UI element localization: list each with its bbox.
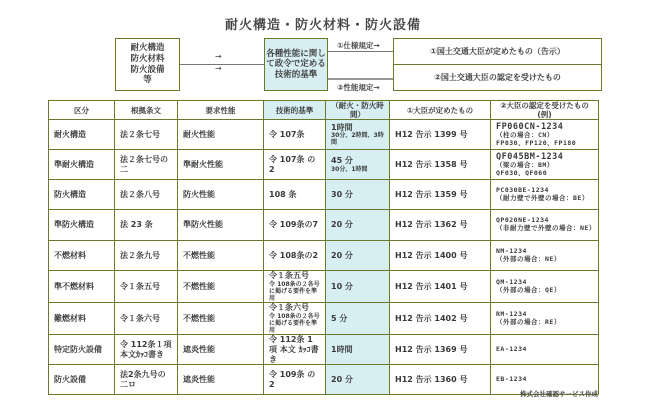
standard-text: 令 112条 1項 本文 ｶｯｺ書き xyxy=(269,335,319,364)
article-cell xyxy=(115,335,178,365)
header-notice: ①大臣が定めたもの xyxy=(390,101,491,120)
category-cell xyxy=(49,241,115,271)
article-cell xyxy=(115,271,178,303)
notice-cell xyxy=(390,210,491,241)
time-text: 20 分 xyxy=(331,250,353,260)
cert-cell xyxy=(491,335,599,365)
subject-line: 防火設備 xyxy=(130,64,165,75)
article-text: 法２条七号 xyxy=(120,129,160,139)
technical-standard-box xyxy=(264,38,328,91)
time-subtext: 30分、2時間、3時間 xyxy=(331,132,384,147)
credit-footer: 株式会社確認サービス作成 xyxy=(520,390,598,398)
table-row xyxy=(49,271,599,303)
standard-cell xyxy=(264,180,326,210)
performance-text: 不燃性能 xyxy=(183,281,215,291)
notice-text: H12 告示 1400 号 xyxy=(395,250,468,260)
cert-note: （外部の場合：NE） xyxy=(496,254,561,263)
performance-text: 不燃性能 xyxy=(183,313,215,323)
cert-code: FP060CN-1234 xyxy=(496,121,564,132)
standard-text: 令 109条の7 xyxy=(269,220,319,230)
cert-note: （柱の場合：CN） xyxy=(496,130,554,139)
time-text: 1時間 xyxy=(331,122,353,132)
header-category: 区分 xyxy=(49,101,115,120)
notice-cell xyxy=(390,180,491,210)
standard-text: 令１条五号 xyxy=(269,271,309,280)
standard-cell xyxy=(264,271,326,303)
time-cell xyxy=(326,365,390,395)
standard-cell xyxy=(264,365,326,395)
article-cell xyxy=(115,241,178,271)
table-row xyxy=(49,365,599,395)
performance-cell xyxy=(178,180,264,210)
header-standard: 技術的基準 xyxy=(264,101,326,120)
time-cell xyxy=(326,210,390,241)
arrow-icon: → xyxy=(215,52,222,61)
article-text: 法２条八号 xyxy=(120,189,160,199)
time-cell xyxy=(326,241,390,271)
time-text: 20 分 xyxy=(331,375,353,385)
performance-cell xyxy=(178,210,264,241)
performance-text: 準耐火性能 xyxy=(183,159,223,169)
performance-cell xyxy=(178,303,264,335)
article-cell xyxy=(115,303,178,335)
category-text: 防火設備 xyxy=(54,375,86,385)
category-text: 難燃材料 xyxy=(54,313,86,323)
cert-code: PC030BE-1234 xyxy=(496,185,549,194)
time-cell xyxy=(326,271,390,303)
cert-cell xyxy=(491,180,599,210)
perf-connector xyxy=(328,78,394,80)
article-text: 令 112条１項 本文ｶｯｺ書き xyxy=(120,340,172,359)
standard-cell xyxy=(264,150,326,180)
notice-cell xyxy=(390,241,491,271)
category-cell xyxy=(49,365,115,395)
cert-note: （梁の場合：BM） xyxy=(496,160,554,169)
category-text: 準耐火構造 xyxy=(54,159,94,169)
table-row xyxy=(49,210,599,241)
performance-cell xyxy=(178,241,264,271)
category-cell xyxy=(49,335,115,365)
spec-rule-label: ①仕様規定→ xyxy=(337,41,380,50)
time-text: 30 分 xyxy=(331,189,353,199)
time-text: 5 分 xyxy=(331,313,348,323)
subject-box xyxy=(115,38,180,91)
notice-text: H12 告示 1401 号 xyxy=(395,281,468,291)
subject-line: 等 xyxy=(143,75,152,86)
category-text: 耐火構造 xyxy=(54,129,86,139)
article-text: 法 23 条 xyxy=(120,220,153,230)
standard-text: 令１条六号 xyxy=(269,303,309,313)
standard-cell xyxy=(264,241,326,271)
time-text: 1時間 xyxy=(331,345,353,355)
cert-code: RM-1234 xyxy=(496,309,527,318)
time-text: 10 分 xyxy=(331,281,353,291)
cert-cell xyxy=(491,303,599,335)
standard-line: 各種性能に関し xyxy=(266,48,326,59)
standard-cell xyxy=(264,120,326,150)
cert-code: QP020NE-1234 xyxy=(496,216,549,225)
performance-text: 耐火性能 xyxy=(183,129,215,139)
category-text: 不燃材料 xyxy=(54,250,86,260)
category-text: 防火構造 xyxy=(54,189,86,199)
fire-resistance-table xyxy=(48,100,599,395)
minister-notice-box xyxy=(393,38,602,65)
table-row xyxy=(49,120,599,150)
time-cell xyxy=(326,180,390,210)
header-time: （耐火・防火時間） xyxy=(326,101,390,120)
notice-text: H12 告示 1359 号 xyxy=(395,189,468,199)
cert-code: QF045BM-1234 xyxy=(496,151,564,162)
spec-connector xyxy=(328,51,394,52)
standard-text: 108 条 xyxy=(269,189,297,199)
category-cell xyxy=(49,303,115,335)
standard-subtext: 令 108条の２各号に掲げる要件を準用 xyxy=(269,280,320,302)
article-text: 令１条五号 xyxy=(120,281,160,291)
article-cell xyxy=(115,150,178,180)
cert-cell xyxy=(491,150,599,180)
standard-cell xyxy=(264,303,326,335)
header-cert: ②大臣の認定を受けたもの(例) xyxy=(491,101,599,120)
time-text: 20 分 xyxy=(331,220,353,230)
notice-text: H12 告示 1399 号 xyxy=(395,129,468,139)
standard-line: 技術的基準 xyxy=(274,69,318,80)
standard-text: 令 107条 xyxy=(269,129,305,139)
cert-note: （外部の場合：QE） xyxy=(496,285,561,294)
notice-text: H12 告示 1360 号 xyxy=(395,375,468,385)
cert-code: NM-1234 xyxy=(496,246,527,255)
standard-text: 令 107条 の2 xyxy=(269,154,316,174)
cert-cell xyxy=(491,241,599,271)
time-cell xyxy=(326,303,390,335)
performance-text: 不燃性能 xyxy=(183,250,215,260)
table-row xyxy=(49,303,599,335)
time-cell xyxy=(326,120,390,150)
subject-line: 防火材料 xyxy=(130,53,165,64)
category-cell xyxy=(49,210,115,241)
article-text: 法２条七号の二 xyxy=(120,154,168,174)
notice-cell xyxy=(390,271,491,303)
header-article: 根拠条文 xyxy=(115,101,178,120)
cert-code: EA-1234 xyxy=(496,344,527,353)
time-cell xyxy=(326,335,390,365)
cert-note: （耐力壁で外壁の場合：BE） xyxy=(496,193,589,202)
connector-line xyxy=(180,64,265,65)
standard-cell xyxy=(264,210,326,241)
table-row xyxy=(49,241,599,271)
notice-cell xyxy=(390,303,491,335)
minister-cert-box xyxy=(393,64,602,91)
standard-text: 令 108条の2 xyxy=(269,250,319,260)
notice-cell xyxy=(390,365,491,395)
cert-note: （外部の場合：RE） xyxy=(496,317,561,326)
performance-cell xyxy=(178,335,264,365)
performance-text: 準防火性能 xyxy=(183,220,223,230)
cert-code: EB-1234 xyxy=(496,374,527,383)
standard-text: 令 109条 の2 xyxy=(269,370,316,389)
performance-cell xyxy=(178,150,264,180)
article-cell xyxy=(115,120,178,150)
table-row xyxy=(49,335,599,365)
time-subtext: 30分、1時間 xyxy=(331,165,368,173)
cert-note: （非耐力壁で外壁の場合：NE） xyxy=(496,224,596,232)
performance-text: 防火性能 xyxy=(183,189,215,199)
category-cell xyxy=(49,150,115,180)
category-cell xyxy=(49,120,115,150)
cert-cell xyxy=(491,271,599,303)
standard-subtext: 令 108条の２各号に掲げる要件を準用 xyxy=(269,312,320,335)
article-text: 法２条九号 xyxy=(120,250,160,260)
category-text: 特定防火設備 xyxy=(54,345,102,355)
notice-cell xyxy=(390,120,491,150)
performance-cell xyxy=(178,120,264,150)
cert-code: QM-1234 xyxy=(496,277,527,286)
notice-text: H12 告示 1362 号 xyxy=(395,220,468,230)
table-header-row xyxy=(49,101,599,120)
standard-cell xyxy=(264,335,326,365)
cert-cell xyxy=(491,210,599,241)
category-text: 準不燃材料 xyxy=(54,281,94,291)
performance-text: 遮炎性能 xyxy=(183,375,215,385)
standard-line: て政令で定める xyxy=(266,59,326,70)
notice-cell xyxy=(390,335,491,365)
cert-variants: FP030、FP120、FP180 xyxy=(496,138,577,147)
article-cell xyxy=(115,210,178,241)
table-row xyxy=(49,150,599,180)
notice-text: H12 告示 1358 号 xyxy=(395,159,468,169)
article-text: 法2条九号の二ロ xyxy=(120,370,166,389)
minister-cert-label: ②国土交通大臣の認定を受けたもの xyxy=(434,72,561,82)
time-text: 45 分 xyxy=(331,156,353,166)
page-title: 耐火構造・防火材料・防火設備 xyxy=(224,18,421,33)
category-cell xyxy=(49,180,115,210)
subject-line: 耐火構造 xyxy=(130,43,165,54)
perf-rule-label: ②性能規定→ xyxy=(337,83,380,92)
notice-text: H12 告示 1402 号 xyxy=(395,313,468,323)
notice-cell xyxy=(390,150,491,180)
header-performance: 要求性能 xyxy=(178,101,264,120)
cert-cell xyxy=(491,120,599,150)
arrow-icon: → xyxy=(215,64,222,73)
article-cell xyxy=(115,365,178,395)
performance-cell xyxy=(178,365,264,395)
table-row xyxy=(49,180,599,210)
category-text: 準防火構造 xyxy=(54,220,94,230)
notice-text: H12 告示 1369 号 xyxy=(395,345,468,355)
time-cell xyxy=(326,150,390,180)
article-cell xyxy=(115,180,178,210)
performance-text: 遮炎性能 xyxy=(183,345,215,355)
cert-variants: QF030、QF060 xyxy=(496,168,548,177)
article-text: 令１条六号 xyxy=(120,313,160,323)
category-cell xyxy=(49,271,115,303)
performance-cell xyxy=(178,271,264,303)
minister-notice-label: ①国土交通大臣が定めたもの（告示） xyxy=(430,46,565,56)
